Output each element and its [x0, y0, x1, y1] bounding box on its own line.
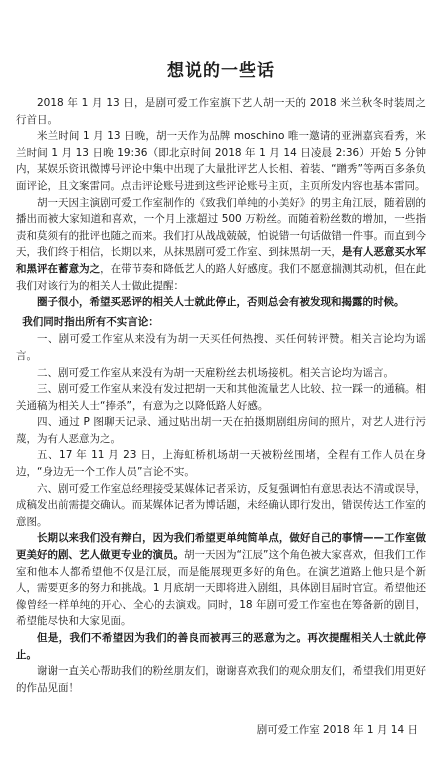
- warning-text: 圈子很小，希望买恶评的相关人士就此停止，否则总会有被发现和揭露的时候。: [37, 296, 405, 309]
- page-title: 想说的一些话: [167, 61, 275, 81]
- section-heading: 我们同时指出所有不实言论：: [22, 315, 159, 328]
- list-item-4: 四、通过 P 图聊天记录、通过贴出胡一天在拍摄期剧组房间的照片，对艺人进行污蔑，为有人恶意为之。: [16, 416, 426, 445]
- paragraph-background: [16, 195, 426, 295]
- paragraph-thanks: 谢谢一直关心帮助我们的粉丝朋友们，谢谢喜欢我们的观众朋友们，希望我们用更好的作品见面！: [16, 665, 426, 694]
- paragraph-future: [16, 530, 426, 630]
- paragraph-background-text-2: ，在带节奏和降低艺人的路人好感度。我们不愿意揣测其动机，但在此我们对该行为的相关人士做此提醒：: [16, 262, 427, 292]
- list-item-6: 六、剧可爱工作室总经理接受某媒体记者采访，反复强调怕有意思表达不清或误导，成稿发出前需提交确认。而某媒体记者为博话题，未经确认即行发出，错误传达工作室的意图。: [16, 482, 426, 528]
- paragraph-future-bold: 长期以来我们没有辩白，因为我们希望更单纯简单点，做好自己的事情——工作室做更美好的剧、艺人做更专业的演员。: [16, 532, 426, 562]
- paragraph-background-text: 胡一天因主演剧可爱工作室制作的《致我们单纯的小美好》的男主角江辰，随着剧的播出而被大家知道和喜欢，一个月上涨超过 500 万粉丝。而随着粉丝数的增加，一些指责和莫须有的批评也随之而来。我们打从战战兢兢，怕说错一句话做错一件事。而直到今天，我们终于相信，长期以来，从抹黑剧可爱工作室、到抹黑胡一天，: [16, 196, 426, 259]
- list-item-2: 二、剧可爱工作室从来没有为胡一天雇粉丝去机场接机。相关言论均为谣言。: [37, 366, 394, 379]
- paragraph-intro: 2018 年 1 月 13 日，是剧可爱工作室旗下艺人胡一天的 2018 米兰秋冬时装周之行首日。: [16, 97, 426, 126]
- list-item-3: 三、剧可爱工作室从来没有发过把胡一天和其他流量艺人比较、拉一踩一的通稿。相关通稿为相关人士“捧杀”，有意为之以降低路人好感。: [16, 383, 426, 412]
- paragraph-background-bold: 是有人恶意买水军和黑评在蓄意为之: [16, 246, 427, 275]
- list-item-1: 一、剧可爱工作室从来没有为胡一天买任何热搜、买任何转评赞。相关言论均为谣言。: [16, 333, 426, 362]
- paragraph-incident: 米兰时间 1 月 13 日晚，胡一天作为品牌 moschino 唯一邀请的亚洲嘉宾看秀，米兰时间 1 月 13 日晚 19:36（即北京时间 2018 年 1 月 14 日凌晨 2:36）开始 5 分钟内，某娱乐资讯微博号评论中集中出现了大量批评艺人长相、着装、“蹭秀”等两百多条负面评论，且文案雷同。点击评论账号进到这些评论账号主页，主页所发内容也基本雷同。: [16, 130, 426, 192]
- paragraph-reminder: 但是，我们不希望因为我们的善良而被再三的恶意为之。再次提醒相关人士就此停止。: [16, 632, 426, 661]
- list-item-5: 五、17 年 11 月 23 日，上海虹桥机场胡一天被粉丝围堵，全程有工作人员在身边，“身边无一个工作人员”言论不实。: [16, 449, 426, 479]
- statement-body: [16, 95, 426, 696]
- signature-date: 剧可爱工作室 2018 年 1 月 14 日: [256, 724, 418, 736]
- paragraph-future-text: 胡一天因为“江辰”这个角色被大家喜欢，但我们工作室和他本人都希望他不仅是江辰，而是能展现更多好的角色。在演艺道路上他只是个新人，需要更多的努力和挑战。1 月底胡一天即将进入剧组，具体剧目届时官宣。希望他还像曾经一样单纯的开心、全心的去演戏。同时，18 年剧可爱工作室也在筹备新的剧目，希望能尽快和大家见面。: [16, 549, 426, 628]
